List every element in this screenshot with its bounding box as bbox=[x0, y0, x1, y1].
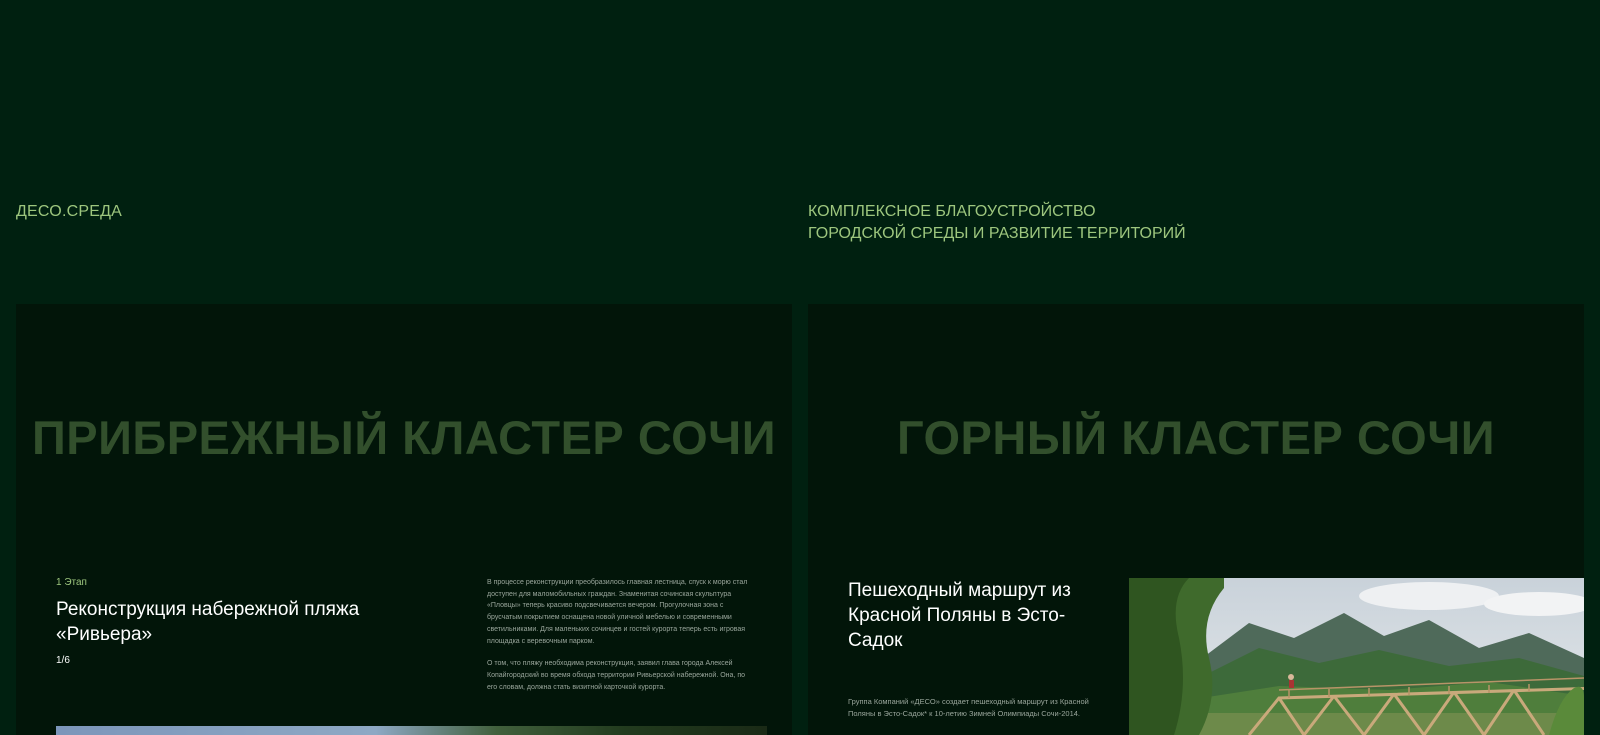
tagline bbox=[808, 201, 1186, 245]
description-paragraph: О том, что пляжу необходима реконструкция, заявил глава города Алексей Копайгородский во время обхода территории Ривьерской набережной. Она, по его словам, должна стать визитной карточкой курорта. bbox=[487, 660, 746, 691]
cluster-title: ПРИБРЕЖНЫЙ КЛАСТЕР СОЧИ bbox=[32, 411, 776, 464]
project-description bbox=[487, 577, 757, 704]
project-title: Пешеходный маршрут из Красной Поляны в Эсто-Садок bbox=[848, 580, 1071, 651]
coastal-cluster-card[interactable] bbox=[16, 304, 792, 735]
project-description: Группа Компаний «ДЕСО» создает пешеходный маршрут из Красной Поляны в Эсто-Садок* к 10-летию Зимней Олимпиады Сочи-2014. bbox=[848, 697, 1089, 718]
stage-label: 1 Этап bbox=[56, 577, 87, 588]
project-title: Реконструкция набережной пляжа «Ривьера» bbox=[56, 599, 360, 645]
tagline-line-2: ГОРОДСКОЙ СРЕДЫ И РАЗВИТИЕ ТЕРРИТОРИЙ bbox=[808, 225, 1186, 242]
cluster-title: ГОРНЫЙ КЛАСТЕР СОЧИ bbox=[896, 411, 1496, 464]
brand-logo-text[interactable]: ДЕСО.СРЕДА bbox=[16, 203, 123, 220]
project-photo bbox=[56, 726, 767, 735]
tagline-line-1: КОМПЛЕКСНОЕ БЛАГОУСТРОЙСТВО bbox=[808, 203, 1096, 220]
project-photo bbox=[1129, 578, 1584, 735]
description-paragraph: В процессе реконструкции преобразилось главная лестница, спуск к морю стал доступен для маломобильных граждан. Знаменитая сочинская скульптура «Пловцы» теперь красиво подсвечивается вечером. Прогулочная зона с брусчатым покрытием оснащена новой уличной мебелью и современными светильниками. Для маленьких сочинцев и гостей курорта теперь есть игровая площадка с веревочным парком. bbox=[487, 579, 748, 645]
slide-counter: 1/6 bbox=[56, 655, 70, 666]
mountain-cluster-card[interactable] bbox=[808, 304, 1584, 735]
